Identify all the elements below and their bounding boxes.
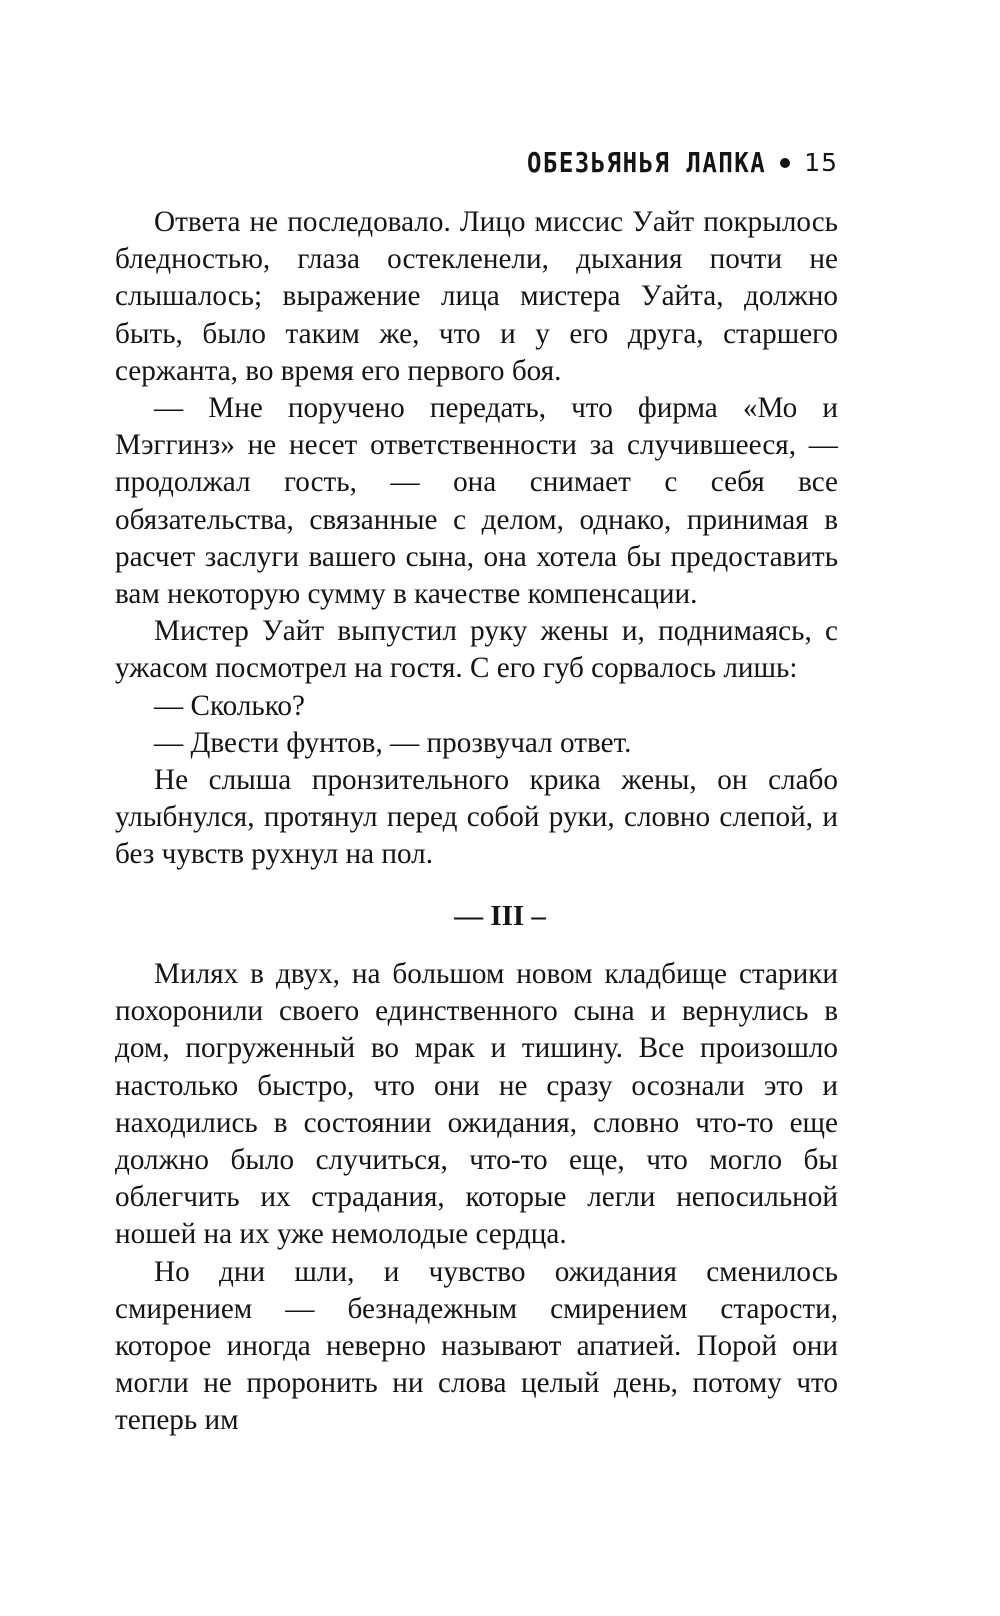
paragraph: Милях в двух, на большом новом кладбище старики похоронили своего единственного сына и вернулись в дом, погруженный во мрак и тишину. Все произошло настолько быстро, что они не сразу осознали это и находились в состоянии ожидания, словно что-то еще должно было случиться, что-то еще, что могло бы облегчить их страдания, которые легли непосильной ношей на их уже немолодые сердца. [115,958,838,1251]
bullet-separator-icon [780,158,790,168]
text-block-part2 [115,956,838,1440]
page-number: 15 [804,148,838,177]
paragraph: — Сколько? [154,689,305,722]
paragraph: Мистер Уайт выпустил руку жены и, поднимаясь, с ужасом посмотрел на гостя. С его губ сорвалось лишь: [115,615,838,685]
paragraph: Но дни шли, и чувство ожидания сменилось смирением — безнадежным смирением старости, которое иногда неверно называют апатией. Порой они могли не проронить ни слова целый день, потому что теперь им [115,1255,838,1437]
paragraph: — Двести фунтов, — прозвучал ответ. [154,726,632,759]
book-title: ОБЕЗЬЯНЬЯ ЛАПКА [526,146,767,179]
running-head [527,148,838,177]
paragraph: Не слыша пронзительного крика жены, он слабо улыбнулся, протянул перед собой руки, словно слепой, и без чувств рухнул на пол. [115,764,838,871]
paragraph: — Мне поручено передать, что фирма «Мо и Мэггинз» не несет ответственности за случившееся, — продолжал гость, — она снимает с себя все обязательства, связанные с делом, однако, принимая в расчет заслуги вашего сына, она хотела бы предоставить вам некоторую сумму в качестве компенсации. [115,392,838,611]
section-heading: — III – [454,900,546,932]
paragraph: Ответа не последовало. Лицо миссис Уайт покрылось бледностью, глаза остекленели, дыхания почти не слышалось; выражение лица мистера Уайта, должно быть, было таким же, что и у его друга, старшего сержанта, во время его первого боя. [115,206,838,387]
text-block-part1 [115,204,838,874]
